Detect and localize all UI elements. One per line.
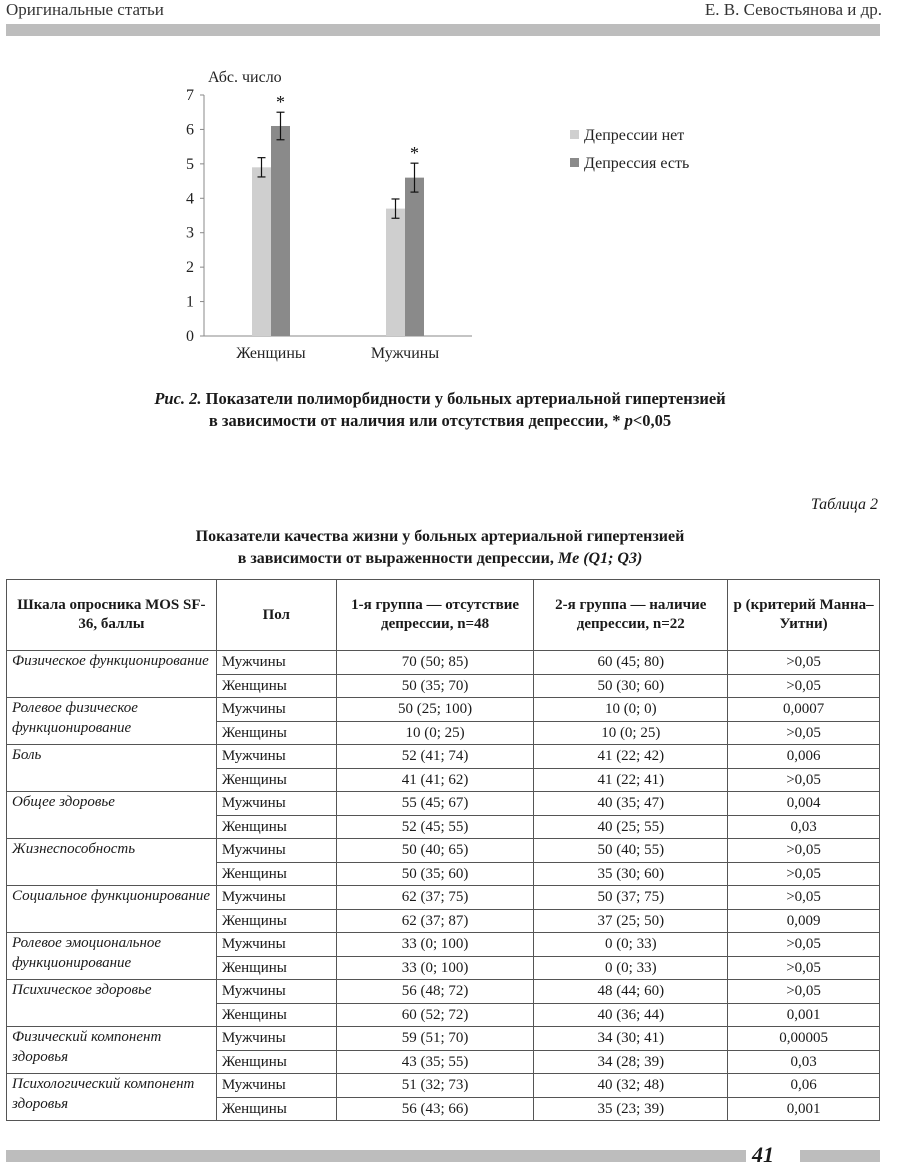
group2-value-cell: 10 (0; 25) (534, 721, 728, 745)
header-scale: Шкала опросника MOS SF-36, баллы (7, 580, 217, 651)
group1-value-cell: 62 (37; 87) (336, 909, 534, 933)
table-label: Таблица 2 (810, 496, 878, 513)
table-header-row (7, 580, 880, 651)
p-value-cell: 0,001 (728, 1097, 880, 1121)
sex-cell: Женщины (216, 768, 336, 792)
sex-cell: Мужчины (216, 651, 336, 675)
table-row (7, 980, 880, 1004)
figure-caption-p-symbol: p (624, 411, 633, 430)
group1-value-cell: 59 (51; 70) (336, 1027, 534, 1051)
table-row (7, 933, 880, 957)
bar (386, 209, 405, 336)
group1-value-cell: 41 (41; 62) (336, 768, 534, 792)
sex-cell: Мужчины (216, 792, 336, 816)
footer-rule-left (6, 1150, 746, 1162)
p-value-cell: 0,00005 (728, 1027, 880, 1051)
bar (252, 167, 271, 336)
sex-cell: Женщины (216, 862, 336, 886)
group2-value-cell: 41 (22; 42) (534, 745, 728, 769)
scale-name-cell: Физическое функционирование (7, 651, 217, 698)
group1-value-cell: 10 (0; 25) (336, 721, 534, 745)
group2-value-cell: 48 (44; 60) (534, 980, 728, 1004)
p-value-cell: >0,05 (728, 862, 880, 886)
table-body (7, 651, 880, 1121)
group2-value-cell: 60 (45; 80) (534, 651, 728, 675)
sex-cell: Мужчины (216, 698, 336, 722)
sex-cell: Мужчины (216, 839, 336, 863)
legend-label: Депрессия есть (584, 155, 690, 172)
p-value-cell: 0,006 (728, 745, 880, 769)
table-title-line2: в зависимости от выраженности депрессии, (237, 550, 558, 567)
sex-cell: Мужчины (216, 886, 336, 910)
group2-value-cell: 40 (35; 47) (534, 792, 728, 816)
header-sex: Пол (216, 580, 336, 651)
figure-caption-line1: Показатели полиморбидности у больных артериальной гипертензией (201, 389, 726, 408)
group2-value-cell: 40 (25; 55) (534, 815, 728, 839)
significance-star: * (410, 143, 419, 164)
sex-cell: Женщины (216, 1097, 336, 1121)
x-tick-label: Мужчины (370, 345, 440, 362)
running-header-section: Оригинальные статьи (6, 0, 164, 19)
scale-name-cell: Общее здоровье (7, 792, 217, 839)
group2-value-cell: 10 (0; 0) (534, 698, 728, 722)
p-value-cell: >0,05 (728, 721, 880, 745)
group2-value-cell: 37 (25; 50) (534, 909, 728, 933)
table-title-quartiles: (Q1; Q3) (579, 550, 643, 567)
legend-label: Депрессии нет (584, 127, 685, 144)
p-value-cell: 0,0007 (728, 698, 880, 722)
p-value-cell: 0,009 (728, 909, 880, 933)
group2-value-cell: 34 (28; 39) (534, 1050, 728, 1074)
significance-star: * (276, 92, 285, 113)
p-value-cell: 0,06 (728, 1074, 880, 1098)
figure-caption-p-value: <0,05 (632, 411, 672, 430)
sex-cell: Мужчины (216, 1074, 336, 1098)
table-row (7, 698, 880, 722)
p-value-cell: 0,001 (728, 1003, 880, 1027)
legend-swatch (570, 130, 579, 139)
y-tick-label: 3 (186, 224, 194, 242)
y-tick-label: 7 (186, 87, 194, 104)
group1-value-cell: 52 (41; 74) (336, 745, 534, 769)
group1-value-cell: 50 (35; 70) (336, 674, 534, 698)
group2-value-cell: 35 (30; 60) (534, 862, 728, 886)
group2-value-cell: 40 (32; 48) (534, 1074, 728, 1098)
footer-rule-right (800, 1150, 880, 1162)
group1-value-cell: 43 (35; 55) (336, 1050, 534, 1074)
table-row (7, 886, 880, 910)
sex-cell: Женщины (216, 1003, 336, 1027)
table-title-line1: Показатели качества жизни у больных артериальной гипертензией (195, 528, 685, 545)
p-value-cell: 0,03 (728, 1050, 880, 1074)
group1-value-cell: 50 (25; 100) (336, 698, 534, 722)
y-tick-label: 6 (186, 121, 194, 139)
running-header-authors: Е. В. Севостьянова и др. (704, 0, 882, 19)
sex-cell: Мужчины (216, 933, 336, 957)
group1-value-cell: 52 (45; 55) (336, 815, 534, 839)
y-axis-label: Абс. число (208, 69, 282, 86)
group2-value-cell: 41 (22; 41) (534, 768, 728, 792)
page-number: 41 (752, 1142, 774, 1167)
scale-name-cell: Ролевое физическое функционирование (7, 698, 217, 745)
y-tick-label: 1 (186, 293, 194, 311)
sex-cell: Мужчины (216, 980, 336, 1004)
table-title-me: Me (557, 550, 580, 567)
sex-cell: Женщины (216, 674, 336, 698)
p-value-cell: >0,05 (728, 886, 880, 910)
scale-name-cell: Боль (7, 745, 217, 792)
table-row (7, 1074, 880, 1098)
scale-name-cell: Жизнеспособность (7, 839, 217, 886)
group1-value-cell: 51 (32; 73) (336, 1074, 534, 1098)
group1-value-cell: 55 (45; 67) (336, 792, 534, 816)
group1-value-cell: 60 (52; 72) (336, 1003, 534, 1027)
group2-value-cell: 34 (30; 41) (534, 1027, 728, 1051)
scale-name-cell: Ролевое эмоциональное функционирование (7, 933, 217, 980)
y-tick-label: 5 (186, 155, 194, 173)
group1-value-cell: 33 (0; 100) (336, 933, 534, 957)
header-p-value: p (критерий Манна–Уитни) (728, 580, 880, 651)
table-row (7, 1027, 880, 1051)
p-value-cell: >0,05 (728, 980, 880, 1004)
y-tick-label: 0 (186, 328, 194, 345)
table-row (7, 839, 880, 863)
figure-2-chart (150, 60, 770, 370)
p-value-cell: >0,05 (728, 674, 880, 698)
bar (271, 126, 290, 336)
figure-caption (90, 388, 790, 432)
group2-value-cell: 50 (37; 75) (534, 886, 728, 910)
p-value-cell: >0,05 (728, 768, 880, 792)
group1-value-cell: 50 (40; 65) (336, 839, 534, 863)
sex-cell: Мужчины (216, 745, 336, 769)
group1-value-cell: 33 (0; 100) (336, 956, 534, 980)
x-tick-label: Женщины (236, 345, 306, 362)
sex-cell: Женщины (216, 815, 336, 839)
y-tick-label: 4 (186, 190, 194, 208)
y-tick-label: 2 (186, 259, 194, 277)
p-value-cell: 0,004 (728, 792, 880, 816)
p-value-cell: >0,05 (728, 933, 880, 957)
group1-value-cell: 62 (37; 75) (336, 886, 534, 910)
table-title (90, 526, 790, 570)
bar (405, 178, 424, 336)
group2-value-cell: 0 (0; 33) (534, 933, 728, 957)
figure-caption-line2: в зависимости от наличия или отсутствия депрессии, * (208, 411, 625, 430)
scale-name-cell: Психологический компонент здоровья (7, 1074, 217, 1121)
group1-value-cell: 56 (43; 66) (336, 1097, 534, 1121)
group2-value-cell: 0 (0; 33) (534, 956, 728, 980)
sex-cell: Женщины (216, 721, 336, 745)
sex-cell: Женщины (216, 956, 336, 980)
p-value-cell: >0,05 (728, 956, 880, 980)
table-row (7, 651, 880, 675)
legend-swatch (570, 158, 579, 167)
group1-value-cell: 50 (35; 60) (336, 862, 534, 886)
group1-value-cell: 70 (50; 85) (336, 651, 534, 675)
table-row (7, 792, 880, 816)
p-value-cell: >0,05 (728, 839, 880, 863)
sex-cell: Женщины (216, 909, 336, 933)
group1-value-cell: 56 (48; 72) (336, 980, 534, 1004)
scale-name-cell: Физический компонент здоровья (7, 1027, 217, 1074)
scale-name-cell: Психическое здоровье (7, 980, 217, 1027)
group2-value-cell: 50 (40; 55) (534, 839, 728, 863)
sex-cell: Женщины (216, 1050, 336, 1074)
figure-label: Рис. 2. (154, 389, 202, 408)
table-row (7, 745, 880, 769)
sex-cell: Мужчины (216, 1027, 336, 1051)
p-value-cell: 0,03 (728, 815, 880, 839)
scale-name-cell: Социальное функционирование (7, 886, 217, 933)
header-group1: 1-я группа — отсутствие депрессии, n=48 (336, 580, 534, 651)
group2-value-cell: 50 (30; 60) (534, 674, 728, 698)
header-rule (6, 24, 880, 36)
header-group2: 2-я группа — наличие депрессии, n=22 (534, 580, 728, 651)
quality-of-life-table (6, 579, 880, 1121)
p-value-cell: >0,05 (728, 651, 880, 675)
group2-value-cell: 40 (36; 44) (534, 1003, 728, 1027)
group2-value-cell: 35 (23; 39) (534, 1097, 728, 1121)
